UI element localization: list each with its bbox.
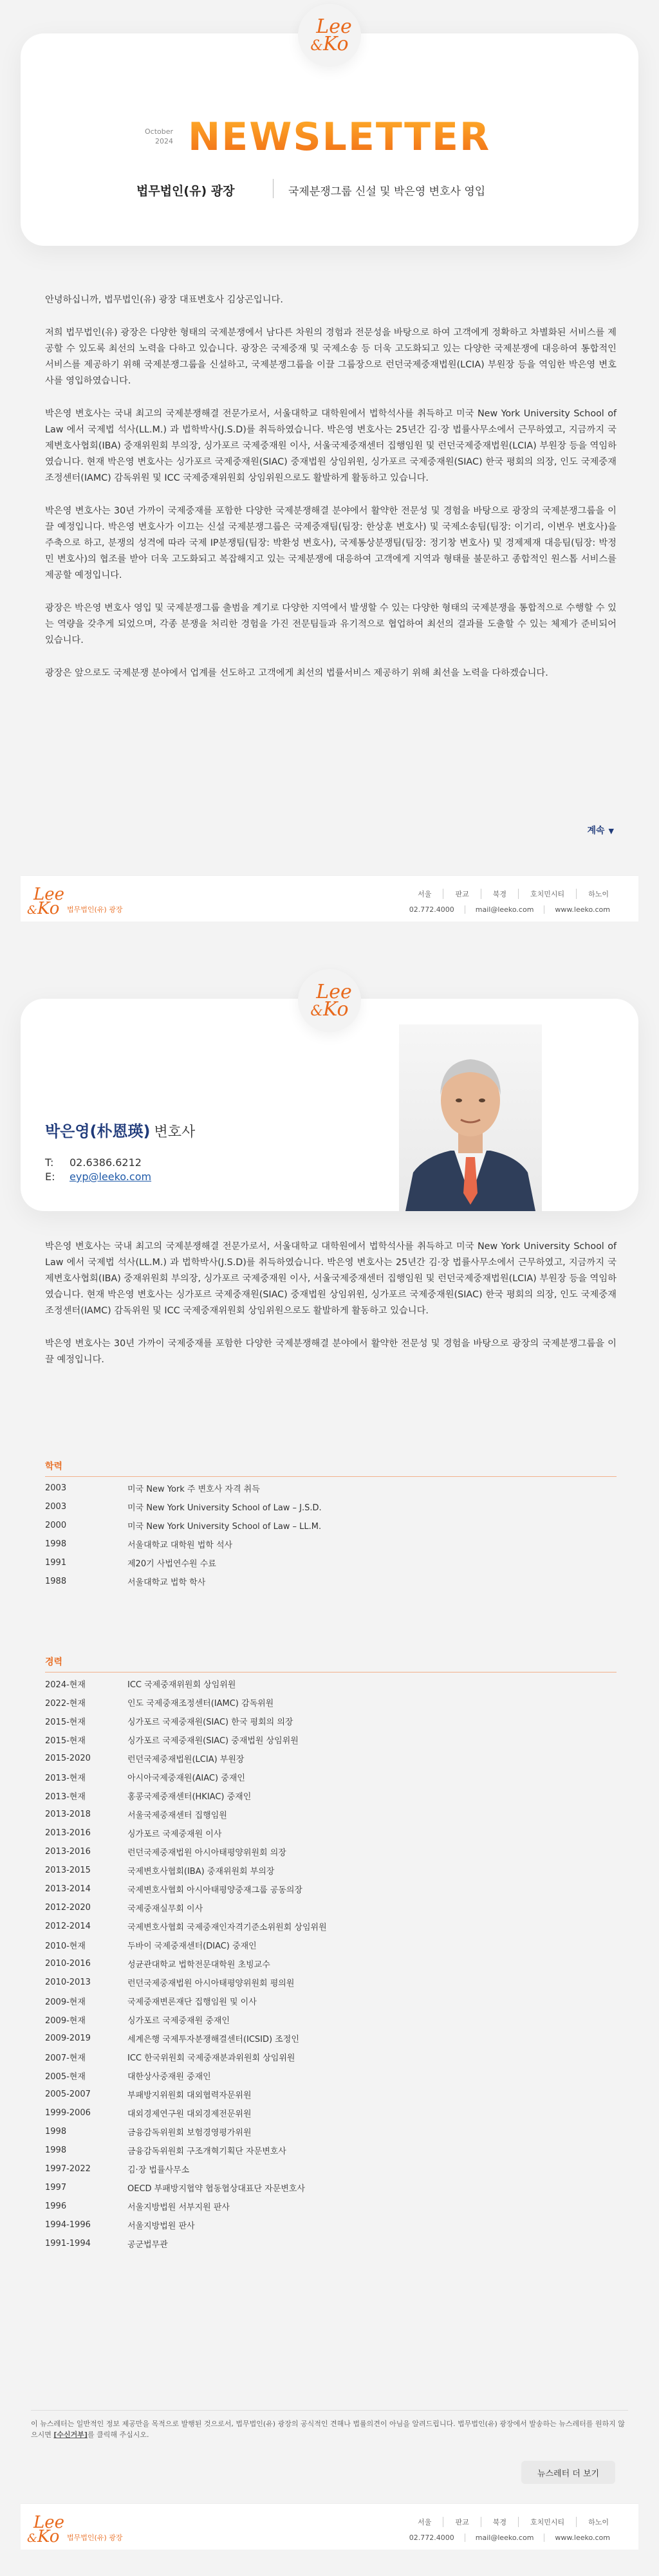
office-link-hochiminh[interactable]: 호치민시티 (518, 2517, 576, 2527)
portrait-illustration (399, 1024, 542, 1211)
career-description: 국제변호사협회 아시아태평양중재그룹 공동의장 (127, 1886, 302, 1895)
career-row (45, 1898, 617, 1917)
education-description: 제20기 사법연수원 수료 (127, 1559, 216, 1569)
profile-name: 박은영(朴恩瑛) 변호사 (45, 1122, 196, 1140)
career-row (45, 2010, 617, 2029)
career-row (45, 1824, 617, 1842)
more-newsletters-button[interactable]: 뉴스레터 더 보기 (521, 2461, 615, 2484)
career-year: 2013-현재 (45, 1792, 86, 1802)
career-year: 2010-2013 (45, 1978, 91, 1987)
career-row (45, 2104, 617, 2122)
footer-firm-name: 법무법인(유) 광장 (67, 2534, 123, 2542)
career-year: 2013-2016 (45, 1847, 91, 1857)
career-year: 2012-2014 (45, 1922, 91, 1931)
education-description: 서울대학교 법학 학사 (127, 1578, 206, 1588)
career-year: 1997-2022 (45, 2164, 91, 2174)
career-year: 2013-2016 (45, 1828, 91, 1838)
career-row (45, 1861, 617, 1880)
career-description: 세계은행 국제투자분쟁해결센터(ICSID) 조정인 (127, 2035, 299, 2044)
footer-website[interactable]: www.leeko.com (544, 905, 620, 914)
career-description: 대외경제연구원 대외경제전문위원 (127, 2109, 252, 2119)
career-row (45, 1768, 617, 1786)
career-description: 두바이 국제중재센터(DIAC) 중재인 (127, 1941, 257, 1951)
read-more-link[interactable]: 계속 ▼ (587, 826, 614, 836)
article-paragraph: 광장은 박은영 변호사 영입 및 국제분쟁그룹 출범을 계기로 다양한 지역에서 발생할 수 있는 다양한 형태의 국제분쟁을 통합적으로 수행할 수 있는 역량을 갖추게 되었으며, 각종 분쟁을 처리한 경험을 가진 전문팀들과 유기적으로 협업하여 최선의 결과를 도출할 수 있는 체제가 준비되어 있습니다. (45, 603, 617, 645)
career-description: 국제중재변론재단 집행임원 및 이사 (127, 1997, 257, 2007)
education-year: 1988 (45, 1577, 67, 1586)
career-row (45, 1973, 617, 1992)
education-row (45, 1497, 617, 1516)
education-row (45, 1535, 617, 1553)
career-year: 1998 (45, 2145, 67, 2155)
education-description: 미국 New York University School of Law – J.S.D. (127, 1503, 322, 1513)
career-list (45, 1674, 617, 2253)
career-year: 2005-2007 (45, 2090, 91, 2099)
career-description: 대한상사중재원 중재인 (127, 2072, 211, 2082)
office-links (406, 2517, 620, 2527)
career-description: ICC 국제중재위원회 상임위원 (127, 1680, 236, 1690)
office-link-seoul[interactable]: 서울 (418, 890, 432, 898)
office-link-beijing[interactable]: 북경 (481, 2517, 518, 2527)
footer (21, 2503, 638, 2550)
career-row (45, 2066, 617, 2085)
office-link-hanoi[interactable]: 하노이 (576, 2517, 620, 2527)
footer-phone: 02.772.4000 (409, 2534, 454, 2542)
footer-email[interactable]: mail@leeko.com (465, 905, 544, 914)
career-row (45, 1786, 617, 1805)
career-heading: 경력 (45, 1655, 617, 1673)
career-year: 2024-현재 (45, 1680, 86, 1690)
career-year: 2010-현재 (45, 1941, 86, 1951)
career-year: 2013-2014 (45, 1884, 91, 1894)
unsubscribe-link[interactable]: [수신거부] (53, 2431, 88, 2439)
footer (21, 875, 638, 922)
career-year: 1997 (45, 2183, 67, 2192)
career-year: 2015-현재 (45, 1736, 86, 1746)
newsletter-subtitle: 국제분쟁그룹 신설 및 박은영 변호사 영입 (288, 185, 486, 198)
career-year: 2013-2015 (45, 1866, 91, 1875)
career-description: 싱가포르 국제중재원 중재인 (127, 2016, 230, 2026)
article-paragraph: 박은영 변호사는 국내 최고의 국제분쟁해결 전문가로서, 서울대학교 대학원에서 법학석사를 취득하고 미국 New York University School of Law 에서 국제법 석사(LL.M.) 과 법학박사(J.S.D)를 취득하였습니다. 박은영 변호사는 25년간 김·장 법률사무소에서 근무하였고, 지금까지 국제변호사협회(IBA) 중재위원회 부의장, 싱가포르 국제중재원 이사, 서울국제중재센터 집행임원 및 런던국제중재법원(LCIA) 부원장 등을 역임하였습니다. 현재 박은영 변호사는 싱가포르 국제중재원(SIAC) 중재법원 상임위원, 싱가포르 국제중재원(SIAC) 한국 평회의 의장, 인도 국제중재조정센터(IAMC) 감독위원 및 ICC 국제중재위원회 상임위원으로도 활발하게 활동하고 있습니다. (45, 409, 617, 483)
leeko-logo: Lee &Ko (310, 981, 352, 1021)
office-link-pangyo[interactable]: 판교 (443, 889, 480, 899)
career-description: OECD 부패방지협약 협동협상대표단 자문변호사 (127, 2184, 305, 2194)
career-year: 1994-1996 (45, 2220, 91, 2230)
career-row (45, 2160, 617, 2178)
education-description: 미국 New York University School of Law – LL.M. (127, 1522, 322, 1532)
career-description: 홍콩국제중재센터(HKIAC) 중재인 (127, 1792, 252, 1802)
career-row (45, 1936, 617, 1954)
leeko-logo-badge (298, 4, 361, 67)
disclaimer: 이 뉴스레터는 일반적인 정보 제공만을 목적으로 발행된 것으로서, 법무법인(유) 광장의 공식적인 견해나 법률의견이 아님을 알려드립니다. 법무법인(유) 광장에서 발송하는 뉴스레터를 원하지 않으시면 [수신거부]를 클릭해 주십시오. (31, 2410, 628, 2440)
career-description: 런던국제중재법원(LCIA) 부원장 (127, 1755, 245, 1765)
career-year: 2009-현재 (45, 2016, 86, 2026)
career-row (45, 1712, 617, 1730)
career-row (45, 1954, 617, 1973)
career-year: 2022-현재 (45, 1699, 86, 1709)
newsletter-title: NEWSLETTER (188, 115, 491, 160)
profile-email-link[interactable]: eyp@leeko.com (70, 1171, 152, 1183)
career-row (45, 2234, 617, 2253)
office-link-beijing[interactable]: 북경 (481, 889, 518, 899)
footer-logo: Lee &Ko (27, 2513, 65, 2547)
career-year: 1996 (45, 2201, 67, 2211)
career-row (45, 1805, 617, 1824)
office-link-hanoi[interactable]: 하노이 (576, 889, 620, 899)
education-description: 미국 New York 주 변호사 자격 취득 (127, 1485, 260, 1494)
career-row (45, 1693, 617, 1712)
career-year: 2015-현재 (45, 1718, 86, 1727)
office-link-seoul[interactable]: 서울 (418, 2518, 432, 2526)
education-year: 1998 (45, 1539, 67, 1549)
career-description: 싱가포르 국제중재원(SIAC) 한국 평회의 의장 (127, 1718, 293, 1727)
education-description: 서울대학교 대학원 법학 석사 (127, 1541, 233, 1550)
education-row (45, 1572, 617, 1591)
profile-body (45, 1239, 617, 1385)
profile-contact: T: 02.6386.6212 E: eyp@leeko.com (45, 1156, 152, 1183)
issue-date (145, 127, 173, 146)
career-description: 싱가포르 국제중재원 이사 (127, 1830, 222, 1839)
career-description: 인도 국제중재조정센터(IAMC) 감독위원 (127, 1699, 274, 1709)
career-year: 2007-현재 (45, 2053, 86, 2063)
career-row (45, 1842, 617, 1861)
career-description: 공군법무관 (127, 2240, 168, 2250)
career-row (45, 2141, 617, 2160)
career-row (45, 2178, 617, 2197)
issue-year: 2024 (155, 137, 174, 145)
article-body (45, 292, 617, 698)
career-row (45, 1730, 617, 1749)
career-year: 1991-1994 (45, 2239, 91, 2248)
leeko-logo: Lee &Ko (310, 15, 352, 55)
career-year: 2013-현재 (45, 1774, 86, 1783)
career-year: 2013-2018 (45, 1810, 91, 1819)
footer-contact (399, 905, 620, 914)
leeko-logo-badge (298, 969, 361, 1032)
career-description: 서울국제중재센터 집행임원 (127, 1811, 227, 1821)
career-description: 서울지방법원 판사 (127, 2221, 195, 2231)
footer-email[interactable]: mail@leeko.com (465, 2534, 544, 2542)
career-year: 1999-2006 (45, 2108, 91, 2118)
footer-website[interactable]: www.leeko.com (544, 2534, 620, 2542)
career-description: 국제중재실무회 이사 (127, 1904, 203, 1914)
career-row (45, 2029, 617, 2048)
footer-firm-name: 법무법인(유) 광장 (67, 905, 123, 914)
profile-paragraph: 박은영 변호사는 30년 가까이 국제중재를 포함한 다양한 국제분쟁해결 분야에서 활약한 전문성 및 경험을 바탕으로 광장의 국제분쟁그룹을 이끌 예정입니다. (45, 1339, 617, 1365)
career-description: 금융감독위원회 구조개혁기획단 자문변호사 (127, 2147, 286, 2156)
education-row (45, 1553, 617, 1572)
profile-phone: 02.6386.6212 (70, 1156, 142, 1169)
career-row (45, 2197, 617, 2216)
career-description: 국제변호사협회 국제중재인자격기준소위원회 상임위원 (127, 1923, 327, 1932)
career-year: 2005-현재 (45, 2072, 86, 2082)
office-link-hochiminh[interactable]: 호치민시티 (518, 889, 576, 899)
footer-logo: Lee &Ko (27, 885, 65, 919)
career-description: 서울지방법원 서부지원 판사 (127, 2203, 230, 2212)
career-row (45, 2122, 617, 2141)
career-description: 런던국제중재법원 아시아태평양위원회 의장 (127, 1848, 286, 1858)
article-paragraph: 저희 법무법인(유) 광장은 다양한 형태의 국제분쟁에서 남다른 차원의 경험과 전문성을 바탕으로 하여 고객에게 정확하고 차별화된 서비스를 제공할 수 있도록 최선의 노력을 다하고 있습니다. 광장은 국제중재 및 국제소송 등 더욱 고도화되고 있는 다양한 국제분쟁에 대응하여 통합적인 서비스를 제공하기 위해 국제분쟁그룹을 신설하고, 국제분쟁그룹을 이끌 그룹장으로 런던국제중재법원(LCIA) 부원장 등을 역임한 박은영 변호사를 영입하였습니다. (45, 328, 617, 386)
lawyer-portrait (399, 1024, 542, 1211)
career-description: ICC 한국위원회 국제중재분과위원회 상임위원 (127, 2053, 295, 2063)
education-year: 1991 (45, 1558, 67, 1568)
office-links (406, 889, 620, 899)
education-row (45, 1479, 617, 1497)
career-year: 2009-현재 (45, 1997, 86, 2007)
footer-contact (399, 2534, 620, 2542)
education-list (45, 1479, 617, 1591)
career-row (45, 1880, 617, 1898)
career-description: 국제변호사협회(IBA) 중재위원회 부의장 (127, 1867, 275, 1876)
education-year: 2003 (45, 1483, 67, 1493)
education-year: 2003 (45, 1502, 67, 1512)
footer-phone: 02.772.4000 (409, 905, 454, 914)
career-year: 2015-2020 (45, 1754, 91, 1763)
career-year: 2010-2016 (45, 1959, 91, 1969)
education-year: 2000 (45, 1521, 67, 1530)
career-description: 금융감독위원회 보험경영평가위원 (127, 2128, 252, 2138)
issue-month: October (145, 127, 174, 136)
career-row (45, 2085, 617, 2104)
title-divider (273, 179, 274, 198)
article-paragraph: 안녕하십니까, 법무법인(유) 광장 대표변호사 김상곤입니다. (45, 295, 283, 305)
triangle-down-icon: ▼ (608, 827, 614, 835)
career-row (45, 2216, 617, 2234)
career-year: 2009-2019 (45, 2034, 91, 2043)
career-row (45, 1992, 617, 2010)
career-row (45, 1674, 617, 1693)
career-description: 김·장 법률사무소 (127, 2165, 190, 2175)
article-paragraph: 광장은 앞으로도 국제분쟁 분야에서 업계를 선도하고 고객에게 최선의 법률서비스 제공하기 위해 최선을 노력을 다하겠습니다. (45, 668, 548, 678)
office-link-pangyo[interactable]: 판교 (443, 2517, 480, 2527)
profile-paragraph: 박은영 변호사는 국내 최고의 국제분쟁해결 전문가로서, 서울대학교 대학원에서 법학석사를 취득하고 미국 New York University School of Law 에서 국제법 석사(LL.M.) 과 법학박사(J.S.D)를 취득하였습니다. 박은영 변호사는 25년간 김·장 법률사무소에서 근무하였고, 지금까지 국제변호사협회(IBA) 중재위원회 부의장, 싱가포르 국제중재원 이사, 서울국제중재센터 집행임원 및 런던국제중재법원(LCIA) 부원장 등을 역임하였습니다. 현재 박은영 변호사는 싱가포르 국제중재원(SIAC) 중재법원 상임위원, 싱가포르 국제중재원(SIAC) 한국 평회의 의장, 인도 국제중재조정센터(IAMC) 감독위원 및 ICC 국제중재위원회 상임위원으로도 활발하게 활동하고 있습니다. (45, 1241, 617, 1316)
education-row (45, 1516, 617, 1535)
career-row (45, 1749, 617, 1768)
profile-title: 변호사 (154, 1124, 196, 1140)
career-description: 런던국제중재법원 아시아태평양위원회 평의원 (127, 1979, 295, 1988)
career-row (45, 1917, 617, 1936)
career-description: 싱가포르 국제중재원(SIAC) 중재법원 상임위원 (127, 1736, 299, 1746)
article-paragraph: 박은영 변호사는 30년 가까이 국제중재를 포함한 다양한 국제분쟁해결 분야에서 활약한 전문성 및 경험을 바탕으로 광장의 국제분쟁그룹을 이끌 예정입니다. 박은영 변호사가 이끄는 신설 국제분쟁그룹은 국제중재팀(팀장: 한상훈 변호사) 및 국제소송팀(팀장: 이기리, 이변우 변호사)을 주축으로 하고, 분쟁의 성격에 따라 국제 IP분쟁팀(팀장: 박환성 변호사), 국제통상분쟁팀(팀장: 정기창 변호사) 및 경제제재 대응팀(팀장: 박정민 변호사)의 협조를 받아 더욱 고도화되고 복잡해지고 있는 국제분쟁에 대응하여 고객에게 지역과 형태를 불문하고 종합적인 원스톱 서비스를 제공할 예정입니다. (45, 506, 617, 580)
publisher-name: 법무법인(유) 광장 (136, 184, 235, 198)
education-heading: 학력 (45, 1459, 617, 1477)
career-year: 1998 (45, 2127, 67, 2136)
career-description: 아시아국제중재원(AIAC) 중재인 (127, 1774, 245, 1783)
career-description: 부패방지위원회 대외협력자문위원 (127, 2091, 252, 2100)
career-year: 2012-2020 (45, 1903, 91, 1913)
career-description: 성균관대학교 법학전문대학원 초빙교수 (127, 1960, 270, 1970)
career-row (45, 2048, 617, 2066)
